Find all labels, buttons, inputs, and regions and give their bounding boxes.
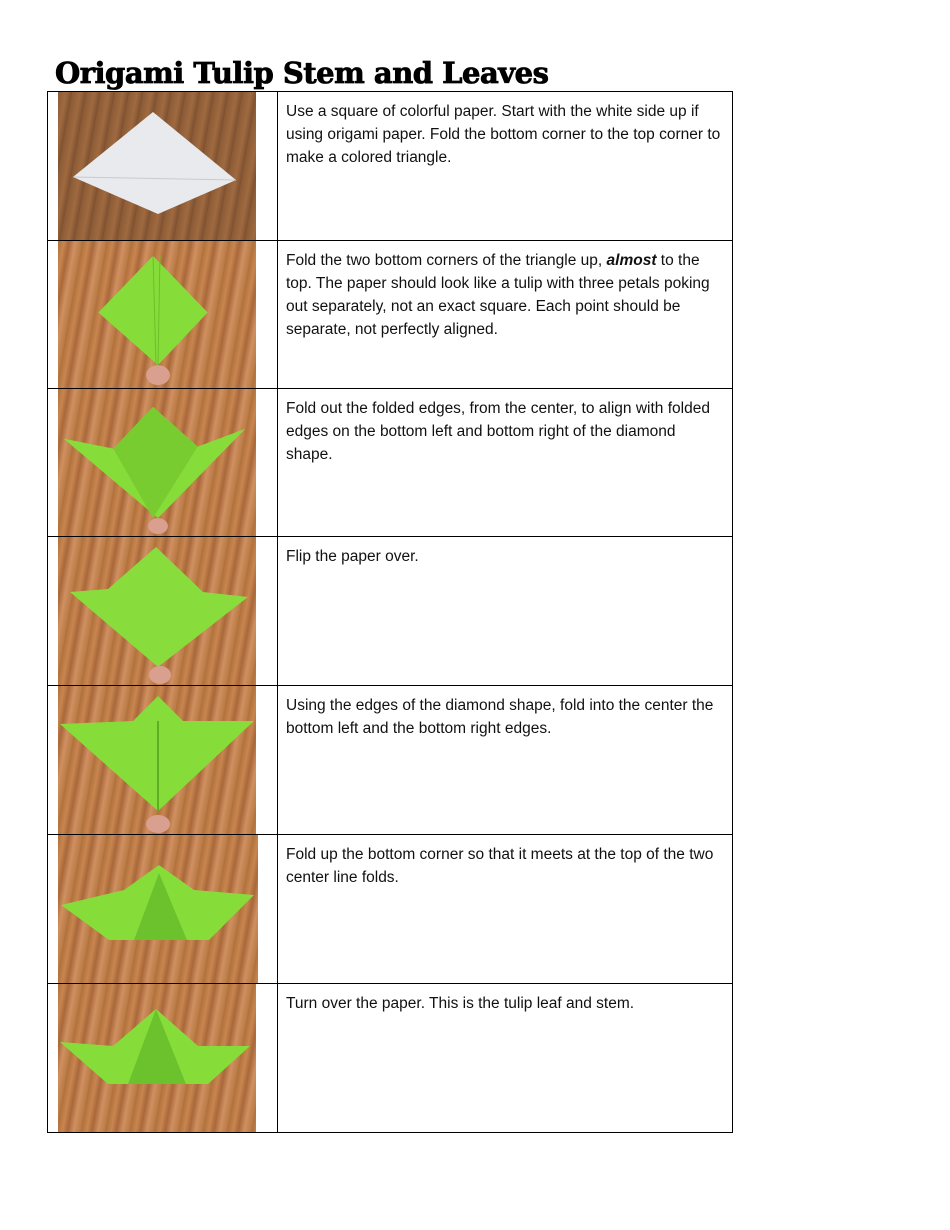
step-row	[48, 537, 733, 686]
flipped-paper-photo	[58, 537, 256, 685]
step-text: Fold the two bottom corners of the triangle up, almost to the top. The paper should look like a tulip with three petals poking out separately, not an exact square. Each point should be separate, not perfectly aligned.	[278, 241, 733, 389]
step-text: Flip the paper over.	[278, 537, 733, 686]
step-text: Using the edges of the diamond shape, fold into the center the bottom left and the bottom right edges.	[278, 686, 733, 835]
folded-corners-photo	[58, 241, 256, 388]
step-row	[48, 389, 733, 537]
step-text: Turn over the paper. This is the tulip leaf and stem.	[278, 984, 733, 1133]
step-text: Use a square of colorful paper. Start with the white side up if using origami paper. Fold the bottom corner to the top corner to make a colored triangle.	[278, 92, 733, 241]
bottom-corner-folded-photo	[58, 835, 258, 983]
step-row	[48, 92, 733, 241]
white-diamond-paper-photo	[58, 92, 256, 240]
step-row	[48, 835, 733, 984]
step-text: Fold up the bottom corner so that it meets at the top of the two center line folds.	[278, 835, 733, 984]
page-title: Origami Tulip Stem and Leaves	[55, 56, 549, 90]
center-folded-edges-photo	[58, 686, 256, 834]
folded-out-edges-photo	[58, 389, 256, 536]
finished-leaf-stem-photo	[58, 984, 256, 1132]
step-text: Fold out the folded edges, from the center, to align with folded edges on the bottom left and bottom right of the diamond shape.	[278, 389, 733, 537]
instructions-table	[47, 91, 733, 1133]
step-row	[48, 686, 733, 835]
step-row	[48, 984, 733, 1133]
step-row	[48, 241, 733, 389]
